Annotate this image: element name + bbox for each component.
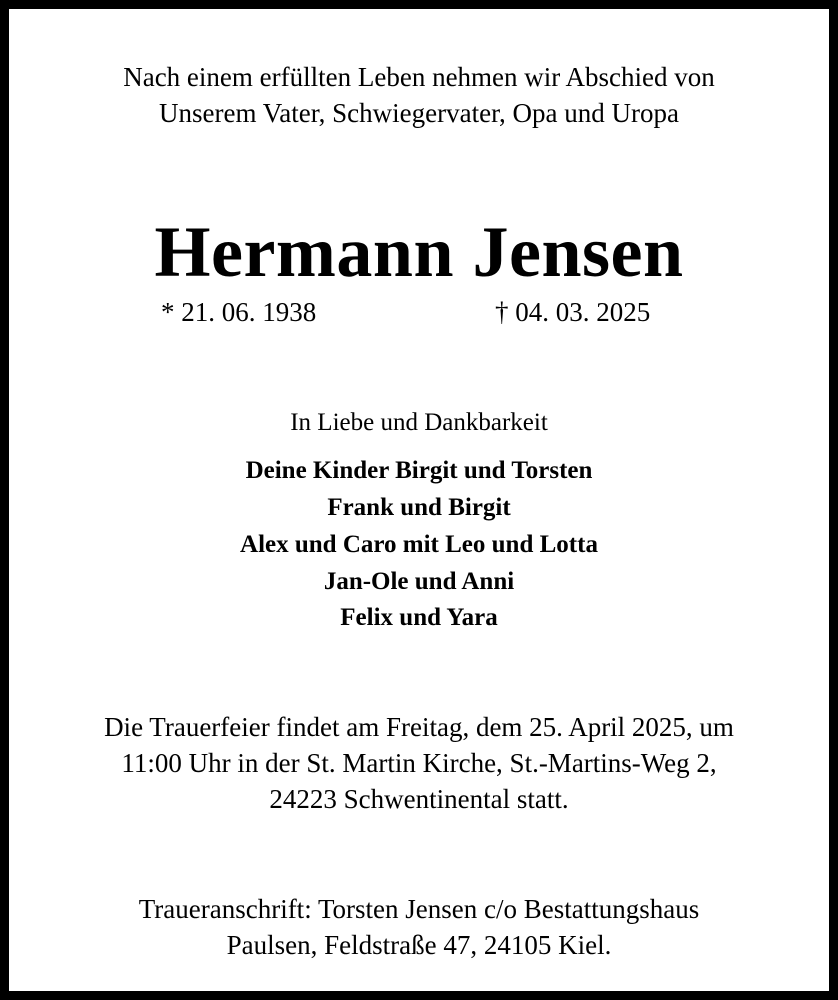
intro-line-2: Unserem Vater, Schwiegervater, Opa und Uropa — [159, 98, 679, 128]
birth-date: * 21. 06. 1938 — [161, 297, 317, 327]
mourner-line-4: Jan-Ole und Anni — [323, 568, 515, 595]
ceremony-line-2: 11:00 Uhr in der St. Martin Kirche, St.-Martins-Weg 2, — [121, 748, 717, 778]
mourner-line-1: Deine Kinder Birgit und Torsten — [245, 457, 593, 484]
address-line-2: Paulsen, Feldstraße 47, 24105 Kiel. — [226, 930, 612, 960]
death-date: † 04. 03. 2025 — [495, 297, 651, 327]
mourners-intro: In Liebe und Dankbarkeit — [290, 409, 548, 436]
ceremony-line-1: Die Trauerfeier findet am Freitag, dem 25. April 2025, um — [104, 712, 734, 742]
intro-line-1: Nach einem erfüllten Leben nehmen wir Abschied von — [123, 62, 715, 92]
mourner-line-3: Alex und Caro mit Leo und Lotta — [240, 531, 598, 558]
deceased-name: Hermann Jensen — [154, 212, 684, 292]
address-line-1: Traueranschrift: Torsten Jensen c/o Bestattungshaus — [138, 894, 700, 924]
ceremony-line-3: 24223 Schwentinental statt. — [269, 784, 569, 814]
mourner-line-5: Felix und Yara — [340, 604, 498, 631]
mourner-line-2: Frank und Birgit — [327, 494, 511, 521]
